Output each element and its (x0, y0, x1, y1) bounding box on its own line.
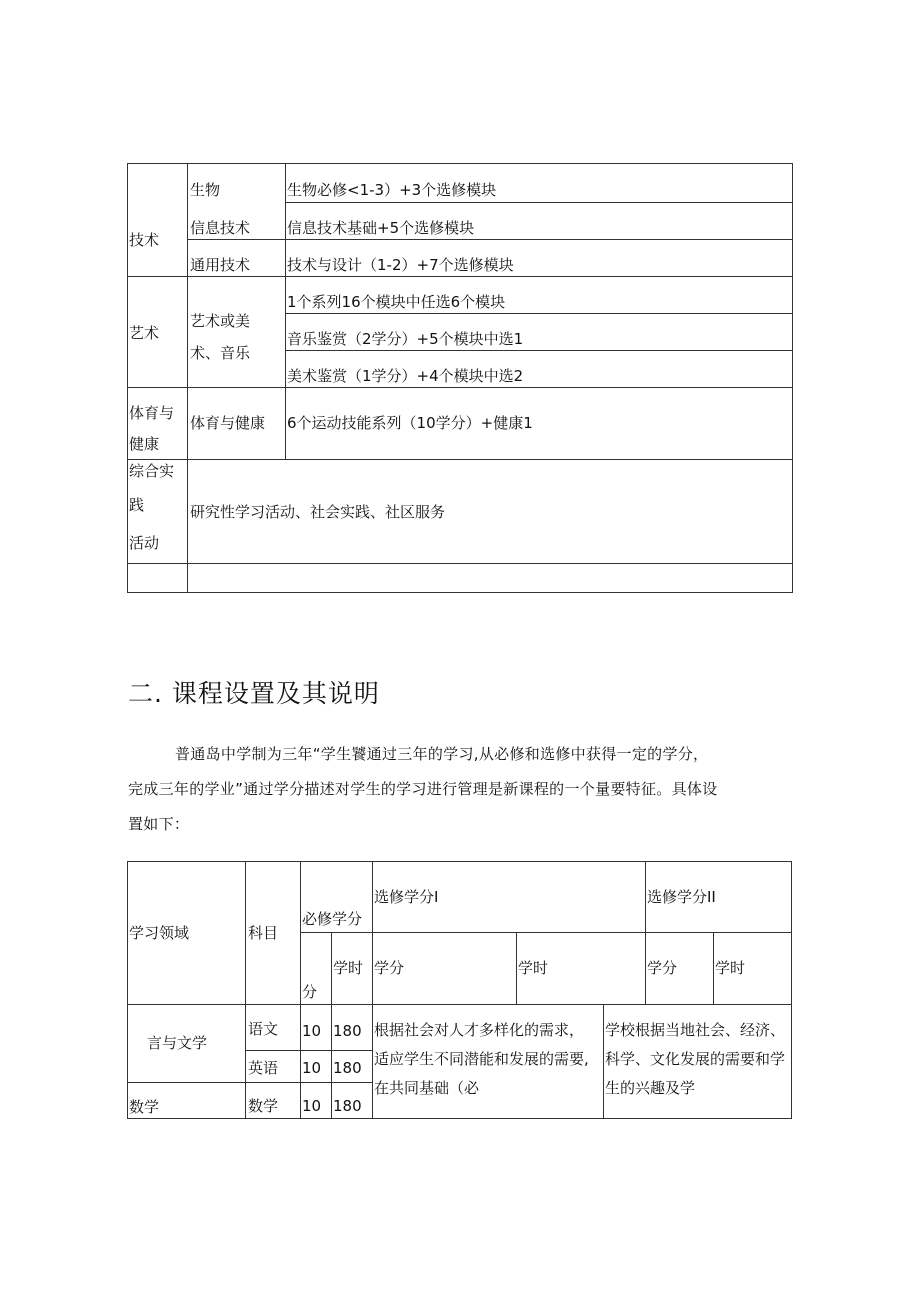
table1-content: 6个运动技能系列（10学分）+健康1 (287, 414, 533, 432)
header-required: 必修学分 (302, 910, 363, 928)
table1-subject-line: 术、音乐 (190, 344, 251, 362)
row-hours: 180 (333, 1059, 362, 1077)
header-elective2-hours: 学时 (715, 959, 746, 977)
paragraph-line: 置如下： (128, 815, 190, 833)
table1-subject: 生物 (190, 181, 221, 199)
header-elective2: 选修学分II (647, 888, 716, 906)
table1-area-line: 践 (129, 496, 145, 514)
row-credits: 10 (302, 1059, 322, 1077)
area-math: 数学 (129, 1098, 160, 1116)
section-heading: 二. 课程设置及其说明 (128, 679, 380, 708)
table1-content: 研究性学习活动、社会实践、社区服务 (190, 503, 446, 521)
elective2-description: 学校根据当地社会、经济、科学、文化发展的需要和学生的兴趣及学 (605, 1021, 786, 1097)
table1-content: 生物必修<1-3）+3个选修模块 (287, 181, 497, 199)
table1-subject: 体育与健康 (190, 414, 266, 432)
table1-content: 1个系列16个模块中任选6个模块 (287, 293, 506, 311)
table1-content: 技术与设计（1-2）+7个选修模块 (287, 256, 514, 274)
paragraph-line: 普通岛中学制为三年“学生饕通过三年的学习,从必修和选修中获得一定的学分， (175, 745, 709, 763)
row-hours: 180 (333, 1097, 362, 1115)
row-credits: 10 (302, 1022, 322, 1040)
header-required-credit: 分 (302, 983, 318, 1001)
header-required-hours: 学时 (333, 959, 364, 977)
table1-subject: 信息技术 (190, 219, 251, 237)
row-hours: 180 (333, 1022, 362, 1040)
header-subject: 科目 (248, 924, 279, 942)
table1-content: 美术鉴赏（1学分）+4个模块中选2 (287, 367, 524, 385)
header-elective1-hours: 学时 (518, 959, 549, 977)
table1-area-line: 健康 (129, 435, 160, 453)
row-credits: 10 (302, 1097, 322, 1115)
area-language: 言与文学 (147, 1034, 208, 1052)
table1-area: 艺术 (129, 324, 160, 342)
table1-area-line: 活动 (129, 534, 160, 552)
header-area: 学习领域 (129, 924, 190, 942)
table1-area-line: 综合实 (129, 462, 175, 480)
header-elective1-credit: 学分 (374, 959, 405, 977)
header-elective1: 选修学分I (374, 888, 439, 906)
table1-area-line: 体育与 (129, 404, 175, 422)
table1-content: 音乐鉴赏（2学分）+5个模块中选1 (287, 330, 524, 348)
row-subject: 英语 (248, 1059, 279, 1077)
elective1-description: 根据社会对人才多样化的需求，适应学生不同潜能和发展的需要, 在共同基础（必 (374, 1021, 589, 1097)
table1-content: 信息技术基础+5个选修模块 (287, 219, 475, 237)
header-elective2-credit: 学分 (647, 959, 678, 977)
row-subject: 语文 (248, 1020, 279, 1038)
table1-subject-line: 艺术或美 (190, 312, 251, 330)
paragraph-line: 完成三年的学业”通过学分描述对学生的学习进行管理是新课程的一个量要特征。具体设 (128, 780, 718, 798)
row-subject: 数学 (248, 1097, 279, 1115)
table1-subject: 通用技术 (190, 256, 251, 274)
table1-area: 技术 (129, 231, 160, 249)
